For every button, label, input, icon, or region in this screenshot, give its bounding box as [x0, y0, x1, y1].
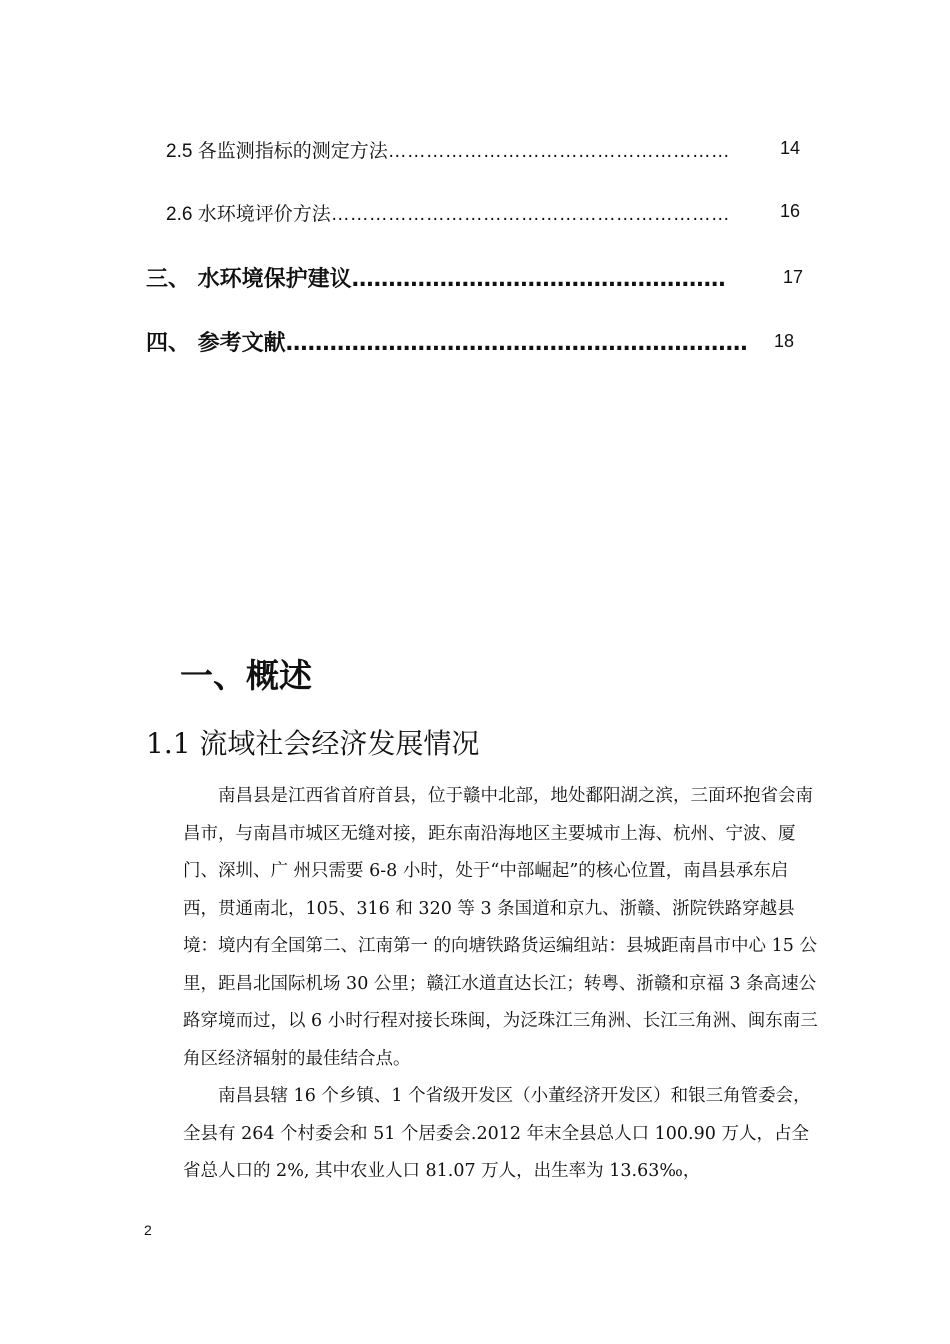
toc-page-number: 16 [780, 201, 801, 221]
toc-entry-2-6 [166, 199, 730, 226]
toc-page-number: 18 [774, 331, 795, 351]
paragraph: 南昌县是江西省首府首县，位于赣中北部，地处鄱阳湖之滨，三面环抱省会南昌市，与南昌市城区无缝对接，距东南沿海地区主要城市上海、杭州、宁波、厦门、深圳、广 州只需要 6-8 小时，处于“中部崛起”的核心位置，南昌县承东启西，贯通南北，105、316 和 320 等 3 条国道和京九、浙赣、浙院铁路穿越县境：境内有全国第二、江南第一 的向塘铁路货运编组站：县城距南昌市中心 15 公里，距昌北国际机场 30 公里；赣江水道直达长江；转粤、浙赣和京福 3 条高速公路穿境而过，以 6 小时行程对接长珠闽，为泛珠江三角洲、长江三角洲、闽东南三角区经济辐射的最佳结合点。 [183, 786, 818, 1069]
toc-page-number: 14 [780, 138, 801, 158]
section-subheading: 1.1 流域社会经济发展情况 [146, 727, 480, 760]
toc-label: 2.6 水环境评价方法……………………………………………………… [166, 204, 730, 225]
paragraph: 南昌县辖 16 个乡镇、1 个省级开发区（小董经济开发区）和银三角管委会，全县有 264 个村委会和 51 个居委会.2012 年末全县总人口 100.90 万人，占全省总人口的 2%, 其中农业人口 81.07 万人，出生率为 13.63‰， [183, 1086, 811, 1181]
body-text [183, 778, 823, 1191]
toc-label: 四、 参考文献……………………………………………………… [146, 331, 748, 356]
toc-page-number: 17 [783, 267, 804, 287]
toc-entry-3 [146, 262, 726, 293]
section-heading: 一、概述 [180, 656, 312, 695]
toc-entry-4 [146, 326, 748, 357]
page-number: 2 [144, 1222, 152, 1238]
toc-entry-2-5 [166, 136, 730, 163]
toc-label: 三、 水环境保护建议…………………………………………… [146, 267, 726, 292]
toc-label: 2.5 各监测指标的测定方法……………………………………………… [166, 141, 730, 162]
